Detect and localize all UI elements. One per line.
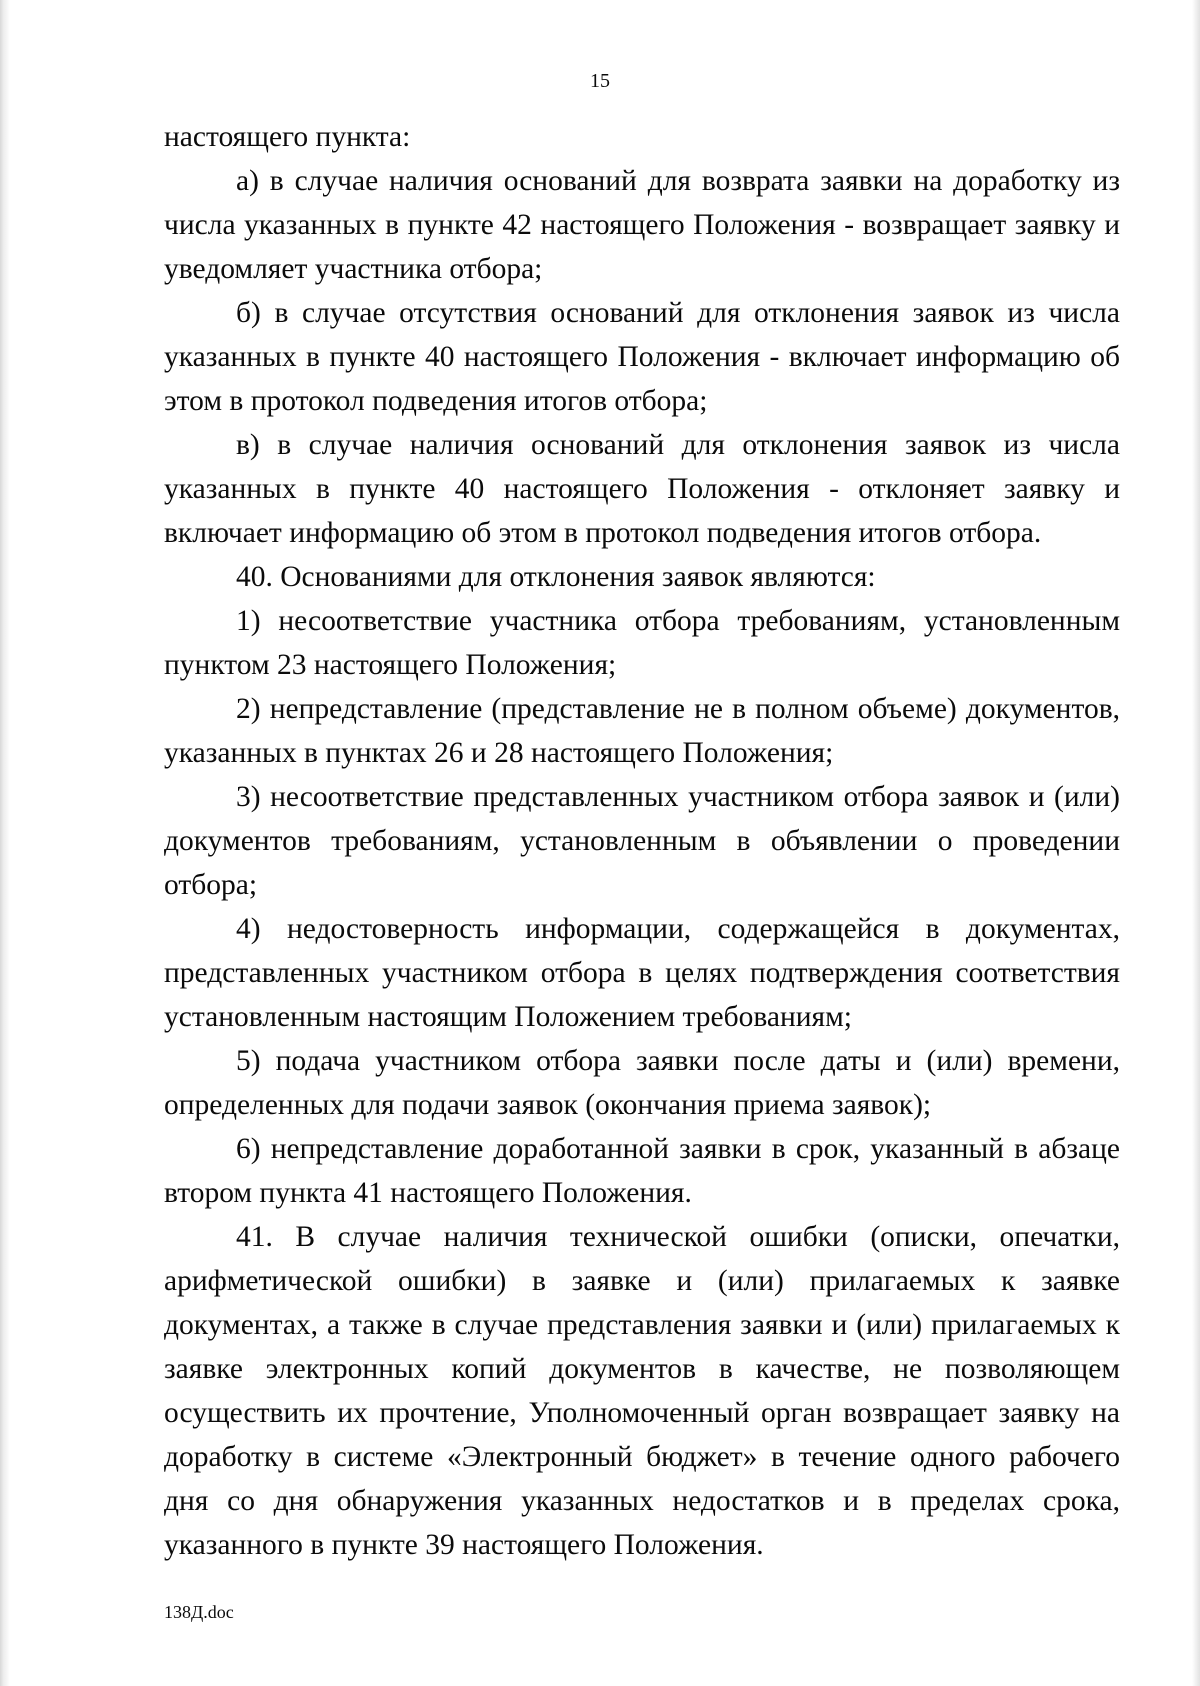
paragraph-item-a: а) в случае наличия оснований для возврата заявки на доработку из числа указанных в пункте 42 настоящего Положения - возвращает заявку и уведомляет участника отбора; [164, 165, 1120, 285]
footer-filename: 138Д.doc [164, 1602, 234, 1622]
scan-edge-right [1192, 0, 1200, 1686]
paragraph-clause-40: 40. Основаниями для отклонения заявок являются: [236, 561, 876, 593]
paragraph-item-b: б) в случае отсутствия оснований для отклонения заявок из числа указанных в пункте 40 настоящего Положения - включает информацию об этом в протокол подведения итогов отбора; [164, 297, 1120, 417]
paragraph-item-v: в) в случае наличия оснований для отклонения заявок из числа указанных в пункте 40 настоящего Положения - отклоняет заявку и включает информацию об этом в протокол подведения итогов отбора. [164, 429, 1120, 549]
paragraph-ground-4: 4) недостоверность информации, содержащейся в документах, представленных участником отбора в целях подтверждения соответствия установленным настоящим Положением требованиям; [164, 913, 1120, 1033]
page-number: 15 [590, 70, 610, 92]
scan-edge-left [0, 0, 10, 1686]
paragraph-ground-1: 1) несоответствие участника отбора требованиям, установленным пунктом 23 настоящего Положения; [164, 605, 1120, 681]
paragraph-ground-2: 2) непредставление (представление не в полном объеме) документов, указанных в пунктах 26 и 28 настоящего Положения; [164, 693, 1120, 769]
paragraph-ground-3: 3) несоответствие представленных участником отбора заявок и (или) документов требованиям, установленным в объявлении о проведении отбора; [164, 781, 1120, 901]
paragraph-continuation: настоящего пункта: [164, 121, 411, 153]
paragraph-ground-5: 5) подача участником отбора заявки после даты и (или) времени, определенных для подачи заявок (окончания приема заявок); [164, 1045, 1120, 1121]
document-body [164, 115, 1120, 1567]
paragraph-clause-41: 41. В случае наличия технической ошибки (описки, опечатки, арифметической ошибки) в заявке и (или) прилагаемых к заявке документах, а также в случае представления заявки и (или) прилагаемых к заявке электронных копий документов в качестве, не позволяющем осуществить их прочтение, Уполномоченный орган возвращает заявку на доработку в системе «Электронный бюджет» в течение одного рабочего дня со дня обнаружения указанных недостатков и в пределах срока, указанного в пункте 39 настоящего Положения. [164, 1221, 1120, 1561]
paragraph-ground-6: 6) непредставление доработанной заявки в срок, указанный в абзаце втором пункта 41 настоящего Положения. [164, 1133, 1120, 1209]
